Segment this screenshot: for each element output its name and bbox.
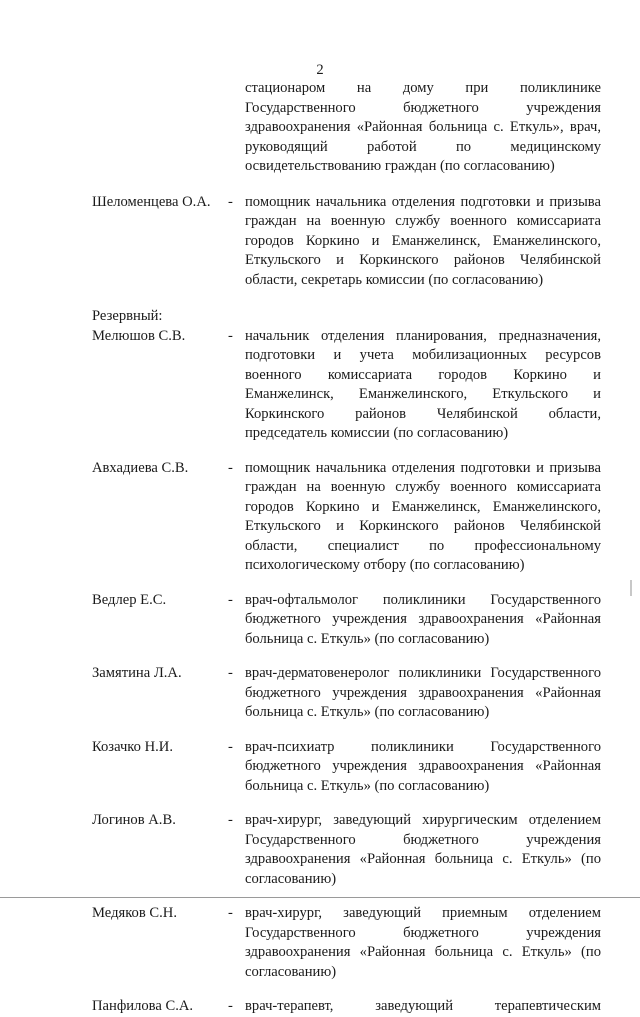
dash-separator: - xyxy=(228,459,233,476)
member-description: помощник начальника отделения подготовки и призыва граждан на военную службу военного комиссариата городов Коркино и Еманжелинск, Еманжелинского, Еткульского и Коркинского районов Челябинской области, секретарь комиссии (по согласованию) xyxy=(245,193,601,288)
dash-separator: - xyxy=(228,998,233,1014)
member-description: помощник начальника отделения подготовки и призыва граждан на военную службу военного комиссариата городов Коркино и Еманжелинск, Еманжелинского, Еткульского и Коркинского районов Челябинской области, специалист по профессиональному психологическому отбору (по согласованию) xyxy=(245,459,601,573)
member-description: врач-терапевт, заведующий терапевтическим xyxy=(245,998,601,1014)
dash-separator: - xyxy=(228,665,233,681)
member-name: Шеломенцева О.А. xyxy=(92,193,211,210)
reserve-member-entry xyxy=(92,327,612,444)
member-name: Авхадиева С.В. xyxy=(92,459,189,476)
member-name: Козачко Н.И. xyxy=(92,738,173,755)
member-name: Медяков С.Н. xyxy=(92,905,177,921)
dash-separator: - xyxy=(228,193,233,210)
member-description: начальник отделения планирования, предназначения, подготовки и учета мобилизационных ресурсов военного комиссариата городов Коркино и Еманжелинск, Еманжелинского, Еткульского и Коркинского районов Челябинской области, председатель комиссии (по согласованию) xyxy=(245,327,601,441)
reserve-member-entry xyxy=(92,811,612,889)
dash-separator: - xyxy=(228,905,233,921)
reserve-member-entry xyxy=(92,664,612,723)
member-description: врач-хирург, заведующий приемным отделением Государственного бюджетного учреждения здравоохранения «Районная больница с. Еткуль» (по согласованию) xyxy=(245,905,601,980)
reserve-label: Резервный: xyxy=(92,308,163,324)
member-description: врач-офтальмолог поликлиники Государственного бюджетного учреждения здравоохранения «Районная больница с. Еткуль» (по согласованию) xyxy=(245,591,601,647)
reserve-member-entry xyxy=(92,591,612,650)
member-name: Панфилова С.А. xyxy=(92,998,194,1014)
dash-separator: - xyxy=(228,591,233,608)
scan-mark xyxy=(630,580,632,596)
reserve-member-entry xyxy=(92,997,612,1017)
reserve-member-entry xyxy=(92,904,612,982)
continuation-entry xyxy=(92,79,612,177)
member-description: врач-хирург, заведующий хирургическим отделением Государственного бюджетного учреждения здравоохранения «Районная больница с. Еткуль» (по согласованию) xyxy=(245,812,601,887)
reserve-member-entry xyxy=(92,738,612,797)
continuation-description: стационаром на дому при поликлинике Государственного бюджетного учреждения здравоохранения «Районная больница с. Еткуль», врач, руководящий работой по медицинскому освидетельствованию граждан (по согласованию) xyxy=(245,80,601,174)
member-name: Ведлер Е.С. xyxy=(92,591,167,608)
dash-separator: - xyxy=(228,738,233,755)
member-entry xyxy=(92,193,612,291)
reserve-member-entry xyxy=(92,459,612,576)
dash-separator: - xyxy=(228,812,233,828)
member-name: Логинов А.В. xyxy=(92,812,176,828)
member-description: врач-психиатр поликлиники Государственного бюджетного учреждения здравоохранения «Районная больница с. Еткуль» (по согласованию) xyxy=(245,738,601,794)
page-bottom-edge xyxy=(0,897,640,898)
member-name: Мелюшов С.В. xyxy=(92,327,186,344)
page-number: 2 xyxy=(316,62,324,78)
commission-list xyxy=(92,79,612,1017)
member-name: Замятина Л.А. xyxy=(92,665,182,681)
member-description: врач-дерматовенеролог поликлиники Государственного бюджетного учреждения здравоохранения «Районная больница с. Еткуль» (по согласованию) xyxy=(245,665,601,720)
dash-separator: - xyxy=(228,327,233,344)
